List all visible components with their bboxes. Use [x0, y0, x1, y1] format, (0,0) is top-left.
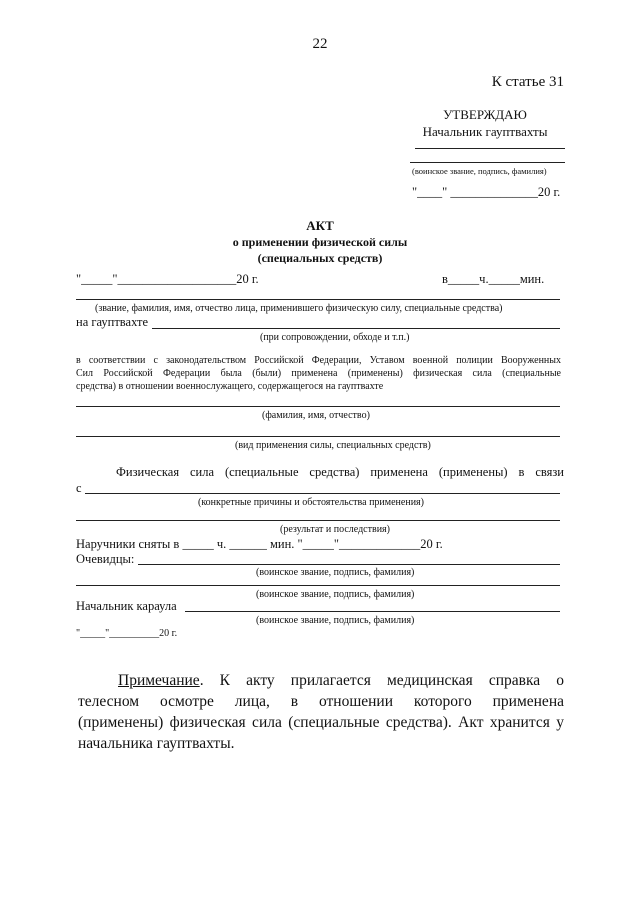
- force-type-caption: (вид применения силы, специальных средств): [235, 440, 431, 451]
- guard-chief-caption: (воинское звание, подпись, фамилия): [256, 615, 415, 626]
- result-line: [76, 520, 560, 521]
- guard-chief-label: Начальник караула: [76, 599, 177, 613]
- fio-caption: (фамилия, имя, отчество): [262, 410, 370, 421]
- approval-date: "____" ______________20 г.: [412, 185, 561, 199]
- witness-caption-2: (воинское звание, подпись, фамилия): [256, 589, 415, 600]
- guardhouse-line: [152, 328, 560, 329]
- act-subtitle: о применении физической силы: [232, 235, 408, 249]
- note-text-2: телесном осмотре лица, в отношении которого применена: [78, 693, 564, 710]
- approval-signature-line-1: [415, 148, 565, 149]
- approval-heading: УТВЕРЖДАЮ: [443, 107, 527, 122]
- force-type-line: [76, 436, 560, 437]
- act-date: "_____"___________________20 г.: [76, 272, 259, 286]
- note-text-4: начальника гауптвахты.: [78, 735, 235, 752]
- note-label: Примечание: [118, 672, 200, 689]
- legal-text-2: Сил Российской Федерации была (были) применена (применены) физическая сила (специальные: [76, 368, 561, 379]
- guardhouse-label: на гауптвахте: [76, 315, 149, 329]
- with-label: с: [76, 481, 82, 495]
- reasons-line: [85, 493, 560, 494]
- legal-text-3: средства) в отношении военнослужащего, содержащегося на гауптвахте: [76, 381, 384, 392]
- person-line: [76, 299, 560, 300]
- final-date: "_____"__________20 г.: [76, 628, 178, 639]
- force-text: Физическая сила (специальные средства) применена (применены) в связи: [116, 465, 564, 479]
- approval-signature-caption: (воинское звание, подпись, фамилия): [412, 166, 547, 176]
- guard-chief-line: [185, 611, 560, 612]
- witness-line-1: [138, 564, 560, 565]
- circumstance-caption: (при сопровождении, обходе и т.п.): [260, 332, 410, 343]
- act-subtitle-2: (специальных средств): [257, 251, 383, 265]
- approval-signature-line-2: [410, 162, 565, 163]
- approval-position: Начальник гауптвахты: [422, 124, 548, 139]
- fio-line: [76, 406, 560, 407]
- article-reference: К статье 31: [491, 74, 564, 90]
- note-text-1: . К акту прилагается медицинская справка о: [199, 672, 564, 689]
- note-block: [78, 670, 564, 754]
- legal-text-1: в соответствии с законодательством Российской Федерации, Уставом военной полиции Вооруженных: [76, 355, 561, 366]
- handcuffs-text: Наручники сняты в _____ ч. ______ мин. "_____"_____________20 г.: [76, 537, 443, 551]
- result-caption: (результат и последствия): [280, 524, 390, 535]
- witness-caption-1: (воинское звание, подпись, фамилия): [256, 567, 415, 578]
- note-text-3: (применены) физическая сила (специальные средства). Акт хранится у: [78, 714, 564, 731]
- reasons-caption: (конкретные причины и обстоятельства применения): [198, 497, 424, 508]
- witness-line-2: [76, 585, 560, 586]
- witnesses-label: Очевидцы:: [76, 552, 135, 566]
- act-title: АКТ: [306, 218, 334, 233]
- page-number: 22: [312, 36, 328, 52]
- person-caption: (звание, фамилия, имя, отчество лица, применившего физическую силу, специальные средства): [95, 303, 503, 314]
- act-time: в_____ч._____мин.: [442, 272, 545, 286]
